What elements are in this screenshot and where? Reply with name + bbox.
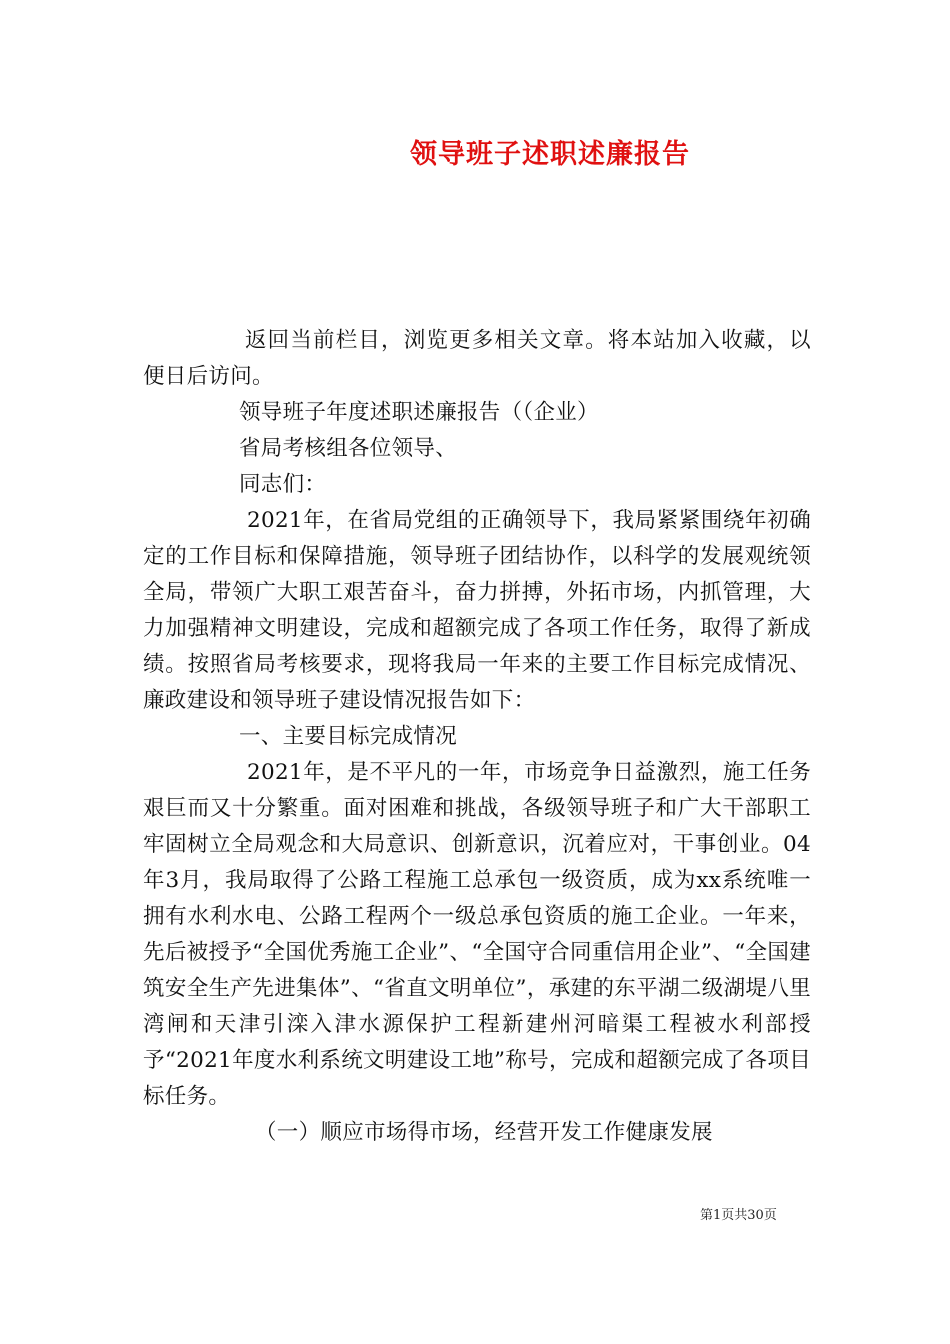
paragraph-subtitle: 领导班子年度述职述廉报告（（企业） (239, 400, 599, 425)
subsection-heading-1: （一）顺应市场得市场，经营开发工作健康发展 (255, 1120, 713, 1145)
document-body (143, 323, 811, 1151)
document-title: 领导班子述职述廉报告 (410, 139, 690, 170)
paragraph-overview: 2021年，在省局党组的正确领导下，我局紧紧围绕年初确定的工作目标和保障措施，领导班子团结协作，以科学的发展观统领全局，带领广大职工艰苦奋斗，奋力拼搏，外拓市场，内抓管理，大力加强精神文明建设，完成和超额完成了各项工作任务，取得了新成绩。按照省局考核要求，现将我局一年来的主要工作目标完成情况、廉政建设和领导班子建设情况报告如下： (143, 508, 811, 713)
paragraph-salutation-1: 省局考核组各位领导、 (239, 436, 458, 461)
section-heading-1: 一、主要目标完成情况 (239, 724, 458, 749)
paragraph-intro: 返回当前栏目，浏览更多相关文章。将本站加入收藏，以便日后访问。 (143, 328, 811, 389)
paragraph-section-1: 2021年，是不平凡的一年，市场竞争日益激烈，施工任务艰巨而又十分繁重。面对困难和挑战，各级领导班子和广大干部职工牢固树立全局观念和大局意识、创新意识，沉着应对，干事创业。04年3月，我局取得了公路工程施工总承包一级资质，成为xx系统唯一拥有水利水电、公路工程两个一级总承包资质的施工企业。一年来，先后被授予“全国优秀施工企业”、“全国守合同重信用企业”、“全国建筑安全生产先进集体”、“省直文明单位”，承建的东平湖二级湖堤八里湾闸和天津引滦入津水源保护工程新建州河暗渠工程被水利部授予“2021年度水利系统文明建设工地”称号，完成和超额完成了各项目标任务。 (143, 760, 811, 1109)
page-number-footer: 第1页共30页 (700, 1208, 777, 1223)
paragraph-salutation-2: 同志们： (239, 472, 327, 497)
